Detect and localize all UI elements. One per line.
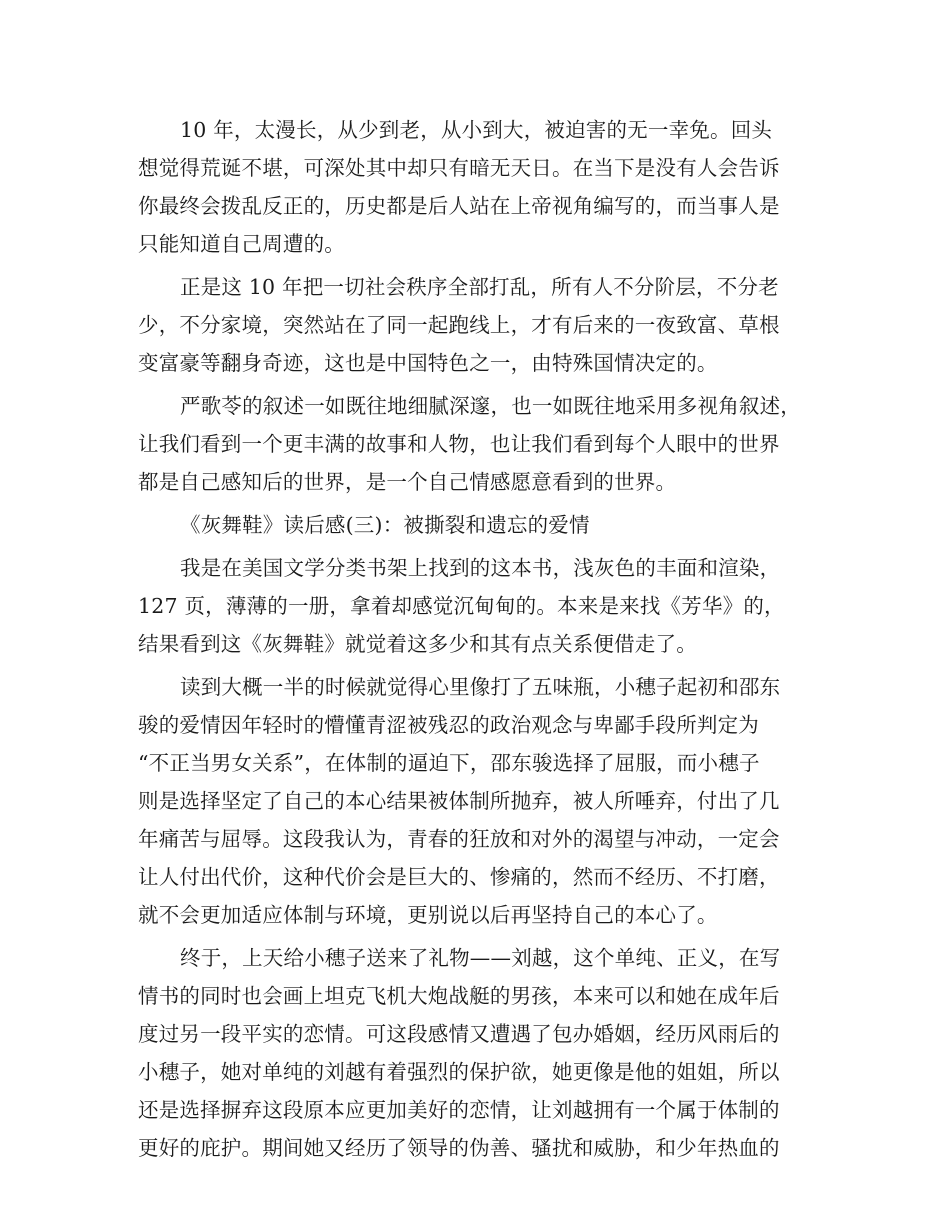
paragraph-line: 严歌苓的叙述一如既往地细腻深邃，也一如既往地采用多视角叙述， — [180, 394, 801, 418]
paragraph-line: 则是选择坚定了自己的本心结果被体制所抛弃，被人所唾弃，付出了几 — [138, 789, 780, 813]
paragraph-line: 少，不分家境，突然站在了同一起跑线上，才有后来的一夜致富、草根 — [138, 313, 780, 337]
section-heading — [138, 506, 814, 544]
paragraph-line: 更好的庇护。期间她又经历了领导的伪善、骚扰和威胁，和少年热血的 — [138, 1136, 780, 1160]
paragraph-4 — [138, 549, 814, 663]
paragraph-2 — [138, 268, 814, 382]
paragraph-line: 都是自己感知后的世界，是一个自己情感愿意看到的世界。 — [138, 470, 677, 494]
section-heading-text: 《灰舞鞋》读后感(三)：被撕裂和遗忘的爱情 — [180, 513, 590, 537]
document-page — [138, 111, 814, 1172]
paragraph-line: 让我们看到一个更丰满的故事和人物，也让我们看到每个人眼中的世界 — [138, 432, 780, 456]
paragraph-line: 变富豪等翻身奇迹，这也是中国特色之一，由特殊国情决定的。 — [138, 351, 718, 375]
paragraph-line: 还是选择摒弃这段原本应更加美好的恋情，让刘越拥有一个属于体制的 — [138, 1098, 780, 1122]
paragraph-line: 度过另一段平实的恋情。可这段感情又遭遇了包办婚姻，经历风雨后的 — [138, 1022, 780, 1046]
paragraph-line: 只能知道自己周遭的。 — [138, 232, 345, 256]
paragraph-line: 年痛苦与屈辱。这段我认为，青春的狂放和对外的渴望与冲动，一定会 — [138, 827, 780, 851]
paragraph-line: “不正当男女关系”，在体制的逼迫下，邵东骏选择了屈服，而小穗子 — [138, 751, 760, 775]
paragraph-3 — [138, 387, 814, 501]
paragraph-line: 我是在美国文学分类书架上找到的这本书，浅灰色的丰面和渲染， — [180, 556, 781, 580]
paragraph-6 — [138, 939, 814, 1167]
paragraph-5 — [138, 668, 814, 934]
paragraph-line: 骏的爱情因年轻时的懵懂青涩被残忍的政治观念与卑鄙手段所判定为 — [138, 713, 759, 737]
paragraph-line: 想觉得荒诞不堪，可深处其中却只有暗无天日。在当下是没有人会告诉 — [138, 156, 780, 180]
paragraph-line: 情书的同时也会画上坦克飞机大炮战艇的男孩，本来可以和她在成年后 — [138, 984, 780, 1008]
paragraph-line: 127 页，薄薄的一册，拿着却感觉沉甸甸的。本来是来找《芳华》的， — [138, 594, 785, 618]
paragraph-line: 终于，上天给小穗子送来了礼物——刘越，这个单纯、正义，在写 — [180, 946, 781, 970]
paragraph-1 — [138, 111, 814, 263]
paragraph-line: 结果看到这《灰舞鞋》就觉着这多少和其有点关系便借走了。 — [138, 632, 697, 656]
paragraph-line: 读到大概一半的时候就觉得心里像打了五味瓶，小穗子起初和邵东 — [180, 675, 781, 699]
paragraph-line: 你最终会拨乱反正的，历史都是后人站在上帝视角编写的，而当事人是 — [138, 194, 780, 218]
paragraph-line: 小穗子，她对单纯的刘越有着强烈的保护欲，她更像是他的姐姐，所以 — [138, 1060, 780, 1084]
paragraph-line: 就不会更加适应体制与环境，更别说以后再坚持自己的本心了。 — [138, 903, 718, 927]
paragraph-line: 10 年，太漫长，从少到老，从小到大，被迫害的无一幸免。回头 — [180, 118, 773, 142]
paragraph-line: 让人付出代价，这种代价会是巨大的、惨痛的，然而不经历、不打磨， — [138, 865, 780, 889]
paragraph-line: 正是这 10 年把一切社会秩序全部打乱，所有人不分阶层，不分老 — [180, 275, 779, 299]
